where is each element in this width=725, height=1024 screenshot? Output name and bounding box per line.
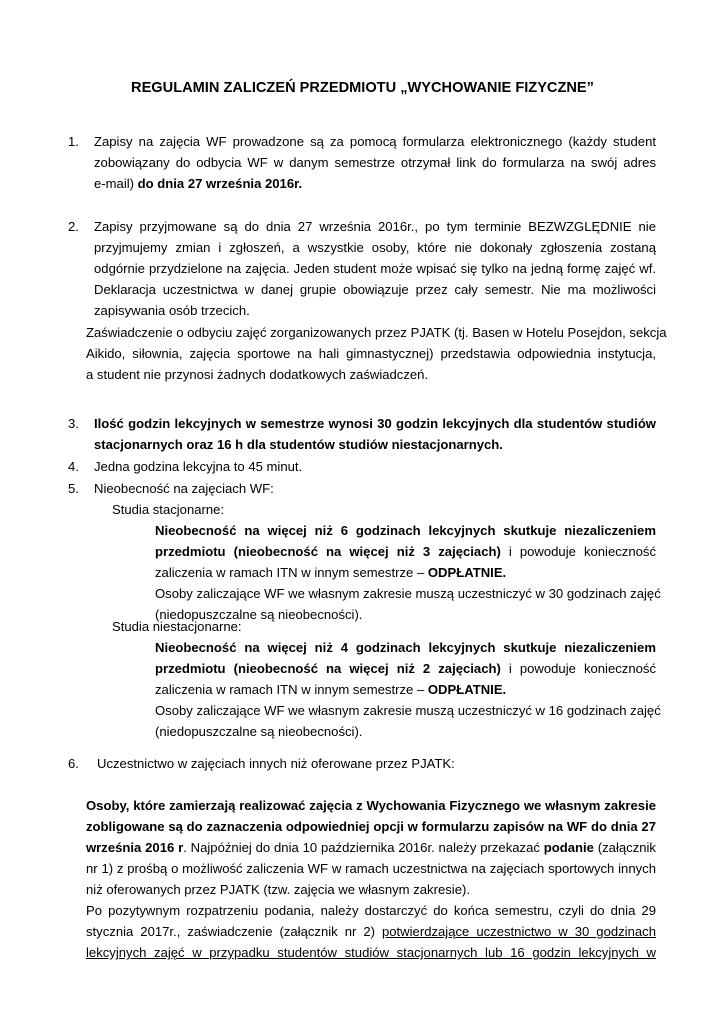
item-3-text <box>94 413 656 455</box>
item-2-line-5: zapisywania osób trzecich. <box>94 303 250 318</box>
item-2-line-4: Deklaracja uczestnictwa w danej grupie obowiązuje przez cały semestr. Nie ma możliwości <box>94 282 656 297</box>
item-number-1: 1. <box>68 134 79 149</box>
item-1-line-3-text: e-mail) <box>94 176 138 191</box>
non-stationary-line-1: Nieobecność na więcej niż 4 godzinach lekcyjnych skutkuje niezaliczeniem <box>155 640 656 655</box>
certificate-note <box>86 322 667 385</box>
own-scope-deadline: września 2016 r <box>86 840 184 855</box>
note-line-1: Zaświadczenie o odbyciu zajęć zorganizowanych przez PJATK (tj. Basen w Hotelu Posejdon, sekcja <box>86 325 667 340</box>
stationary-line-4: Osoby zaliczające WF we własnym zakresie muszą uczestniczyć w 30 godzinach zajęć <box>155 586 661 601</box>
stationary-rules <box>155 520 661 625</box>
non-stationary-line-2-text: i powoduje konieczność <box>500 661 657 676</box>
stationary-line-5: (niedopuszczalne są nieobecności). <box>155 607 363 622</box>
item-number-5: 5. <box>68 481 79 496</box>
item-1-deadline: do dnia 27 września 2016r. <box>137 176 303 191</box>
own-scope-paragraph <box>86 795 656 900</box>
non-stationary-line-2-bold: przedmiotu (nieobecność na więcej niż 2 zajęciach) <box>155 661 501 676</box>
note-line-3: a student nie przynosi żadnych dodatkowych zaświadczeń. <box>86 367 429 382</box>
certificate-paragraph <box>86 900 656 963</box>
stationary-line-1: Nieobecność na więcej niż 6 godzinach lekcyjnych skutkuje niezaliczeniem <box>155 523 656 538</box>
item-number-6: 6. <box>68 756 79 771</box>
stationary-line-3 <box>155 562 656 583</box>
own-scope-line-3-tail: (załącznik <box>593 840 656 855</box>
non-stationary-line-3-text: zaliczenia w ramach ITN w innym semestrze – <box>155 682 428 697</box>
non-stationary-line-4: Osoby zaliczające WF we własnym zakresie muszą uczestniczyć w 16 godzinach zajęć <box>155 703 661 718</box>
item-3-line-1: Ilość godzin lekcyjnych w semestrze wynosi 30 godzin lekcyjnych dla studentów studiów <box>94 416 656 431</box>
document-title: REGULAMIN ZALICZEŃ PRZEDMIOTU „WYCHOWANIE FIZYCZNE” <box>131 80 594 96</box>
stationary-line-2-bold: przedmiotu (nieobecność na więcej niż 3 zajęciach) <box>155 544 501 559</box>
stationary-line-2-text: i powoduje konieczność <box>500 544 657 559</box>
non-stationary-paid-label: ODPŁATNIE. <box>427 682 507 697</box>
non-stationary-line-5: (niedopuszczalne są nieobecności). <box>155 724 363 739</box>
stationary-line-3-text: zaliczenia w ramach ITN w innym semestrze – <box>155 565 428 580</box>
item-2-line-2: przyjmujemy zmian i zgłoszeń, a wszystkie osoby, które nie dokonały zgłoszenia zostaną <box>94 240 656 255</box>
own-scope-line-3 <box>86 837 656 858</box>
non-stationary-label: Studia niestacjonarne: <box>112 619 242 634</box>
item-2-line-1: Zapisy przyjmowane są do dnia 27 września 2016r., po tym terminie BEZWZGLĘDNIE nie <box>94 219 656 234</box>
item-3-line-2: stacjonarnych oraz 16 h dla studentów studiów niestacjonarnych. <box>94 437 503 452</box>
certificate-line-3: lekcyjnych zajęć w przypadku studentów studiów stacjonarnych lub 16 godzin lekcyjnych w <box>86 945 656 960</box>
stationary-paid-label: ODPŁATNIE. <box>427 565 507 580</box>
item-4-text: Jedna godzina lekcyjna to 45 minut. <box>94 459 303 474</box>
item-1-line-2: zobowiązany do odbycia WF w danym semestrze otrzymał link do formularza na swój adres <box>94 155 656 170</box>
own-scope-line-4: nr 1) z prośbą o możliwość zaliczenia WF w ramach uczestnictwa na zajęciach sportowych innych <box>86 861 656 876</box>
certificate-line-2-text: stycznia 2017r., zaświadczenie (załącznik nr 2) <box>86 924 382 939</box>
item-5-text: Nieobecność na zajęciach WF: <box>94 481 274 496</box>
item-number-4: 4. <box>68 459 79 474</box>
application-label: podanie <box>543 840 594 855</box>
item-number-2: 2. <box>68 219 79 234</box>
non-stationary-line-2 <box>155 658 656 679</box>
item-1-line-3 <box>94 173 656 194</box>
item-6-text: Uczestnictwo w zajęciach innych niż oferowane przez PJATK: <box>97 756 455 771</box>
item-1-text <box>94 131 656 194</box>
own-scope-line-5: niż oferowanych przez PJATK (tzw. zajęcia we własnym zakresie). <box>86 882 470 897</box>
own-scope-line-1: Osoby, które zamierzają realizować zajęcia z Wychowania Fizycznego we własnym zakresie <box>86 798 656 813</box>
item-1-line-1: Zapisy na zajęcia WF prowadzone są za pomocą formularza elektronicznego (każdy student <box>94 134 656 149</box>
non-stationary-rules <box>155 637 661 742</box>
own-scope-line-3-text: . Najpóźniej do dnia 10 października 2016r. należy przekazać <box>183 840 544 855</box>
certificate-line-2 <box>86 921 656 942</box>
non-stationary-line-3 <box>155 679 656 700</box>
note-line-2: Aikido, siłownia, zajęcia sportowe na hali gimnastycznej) przedstawia odpowiednia instytucja, <box>86 346 656 361</box>
item-2-line-3: odgórnie przydzielone na zajęcia. Jeden student może wpisać się tylko na jedną formę zajęć wf. <box>94 261 656 276</box>
item-number-3: 3. <box>68 416 79 431</box>
certificate-underlined-text: potwierdzające uczestnictwo w 30 godzinach <box>381 924 656 939</box>
own-scope-line-2: zobligowane są do zaznaczenia odpowiedniej opcji w formularzu zapisów na WF do dnia 27 <box>86 819 656 834</box>
stationary-line-2 <box>155 541 656 562</box>
certificate-line-1: Po pozytywnym rozpatrzeniu podania, należy dostarczyć do końca semestru, czyli do dnia 29 <box>86 903 656 918</box>
stationary-label: Studia stacjonarne: <box>112 502 225 517</box>
item-2-text <box>94 216 656 321</box>
